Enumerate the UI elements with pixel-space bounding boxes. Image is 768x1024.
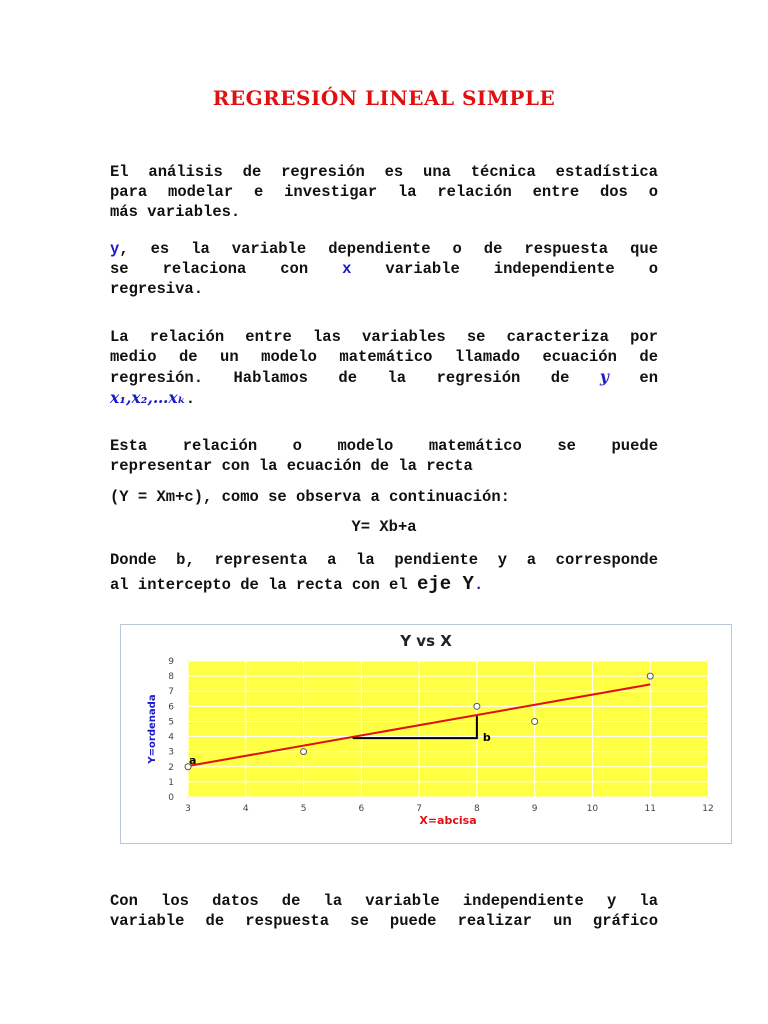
paragraph-line: Esta relación o modelo matemático se puede (110, 437, 658, 455)
paragraph-line: La relación entre las variables se caracteriza por (110, 328, 658, 346)
data-point (301, 749, 307, 755)
paragraph-model (110, 327, 658, 409)
paragraph-text: se relaciona con (110, 260, 343, 278)
variable-y-italic: y (599, 367, 609, 386)
paragraph-line: más variables. (110, 203, 241, 221)
equation: Y= Xb+a (351, 518, 417, 536)
y-tick-label: 3 (168, 747, 174, 758)
paragraph-definition (110, 548, 658, 597)
data-point (474, 703, 480, 709)
eje-y-text: eje Y (416, 573, 474, 595)
paragraph-relation (110, 436, 658, 476)
variables-x-list: x₁,x₂,…xₖ (110, 388, 186, 407)
y-tick-label: 6 (168, 702, 174, 713)
paragraph-line: variable de respuesta se puede realizar un gráfico (110, 912, 658, 930)
y-tick-label: 1 (168, 777, 174, 788)
paragraph-line: (Y = Xm+c), como se observa a continuación: (110, 488, 510, 506)
paragraph-line: El análisis de regresión es una técnica estadística (110, 163, 658, 181)
paragraph-text: . (473, 576, 484, 594)
y-tick-label: 5 (168, 717, 174, 728)
y-tick-label: 7 (168, 687, 174, 698)
x-tick-label: 4 (242, 804, 249, 814)
x-tick-label: 3 (185, 804, 191, 814)
chart-svg (121, 625, 731, 843)
x-tick-label: 11 (644, 804, 656, 814)
paragraph-line (110, 572, 658, 597)
paragraph-text: regresión. Hablamos de la regresión de (110, 369, 600, 387)
document-title: REGRESIÓN LINEAL SIMPLE (212, 86, 556, 110)
variable-x: x (342, 260, 352, 278)
y-tick-label: 2 (168, 762, 174, 773)
paragraph-line: para modelar e investigar la relación entre dos o (110, 183, 658, 201)
y-tick-label: 9 (168, 657, 174, 667)
regression-chart (120, 624, 732, 844)
paragraph-formula (110, 487, 658, 507)
paragraph-variables (110, 239, 658, 299)
variable-y: y (110, 240, 120, 258)
paragraph-closing (110, 891, 658, 931)
y-axis-label: Y=ordenada (147, 694, 158, 764)
paragraph-line (110, 388, 658, 409)
paragraph-line: regresiva. (110, 280, 204, 298)
x-tick-label: 5 (300, 804, 307, 814)
x-tick-label: 9 (531, 804, 538, 814)
paragraph-line (110, 259, 658, 279)
paragraph-line (110, 367, 658, 388)
paragraph-text: , es la variable dependiente o de respuesta que (119, 240, 658, 258)
x-tick-label: 8 (474, 804, 480, 814)
paragraph-text: al intercepto de la recta con el (110, 576, 417, 594)
data-point (532, 718, 538, 724)
x-tick-label: 7 (416, 804, 422, 814)
intercept-label: a (189, 754, 197, 768)
paragraph-text: . (185, 390, 196, 408)
chart-title: Y vs X (400, 632, 452, 650)
y-tick-label: 8 (168, 672, 174, 683)
x-tick-labels (185, 804, 714, 814)
x-tick-label: 12 (702, 804, 714, 814)
plot-area (188, 661, 708, 797)
data-point (647, 673, 653, 679)
paragraph-line: Con los datos de la variable independiente y la (110, 892, 658, 910)
x-tick-label: 6 (358, 804, 365, 814)
y-tick-label: 0 (168, 793, 174, 803)
paragraph-line (110, 239, 658, 259)
x-axis-label: X=abcisa (419, 814, 477, 827)
y-tick-label: 4 (168, 732, 174, 743)
slope-label: b (482, 731, 491, 745)
paragraph-text: variable independiente o (351, 260, 658, 278)
paragraph-line: representar con la ecuación de la recta (110, 457, 473, 475)
paragraph-intro (110, 162, 658, 222)
paragraph-text: en (608, 369, 658, 387)
paragraph-line: Donde b, representa a la pendiente y a corresponde (110, 551, 658, 569)
paragraph-line: medio de un modelo matemático llamado ecuación de (110, 348, 658, 366)
y-tick-labels (168, 657, 174, 803)
x-tick-label: 10 (586, 804, 599, 814)
